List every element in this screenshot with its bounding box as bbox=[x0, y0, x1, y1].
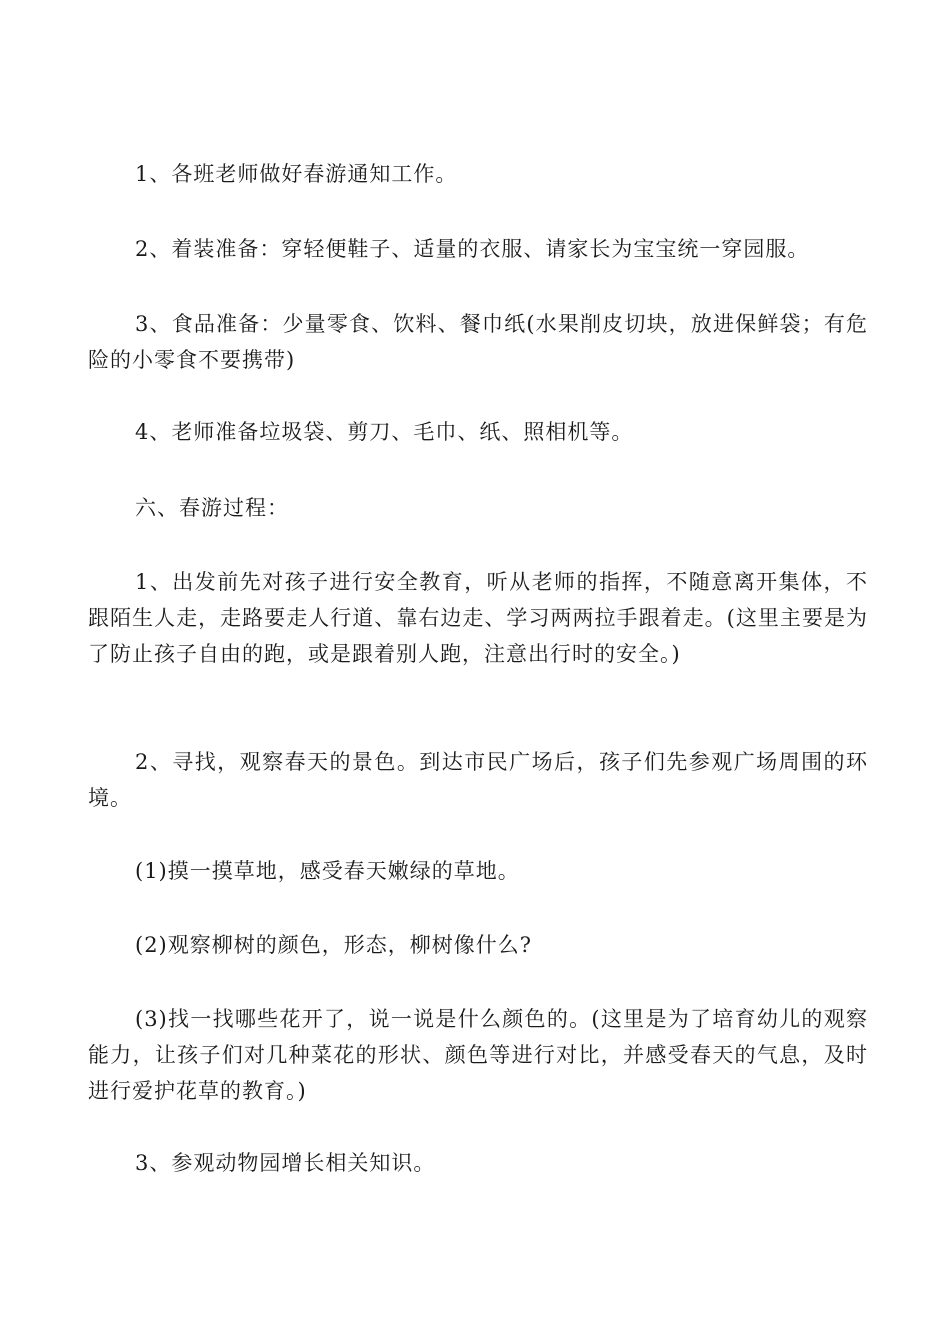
section-heading-process: 六、春游过程： bbox=[135, 496, 289, 520]
paragraph-food: 3、食品准备：少量零食、饮料、餐巾纸(水果削皮切块，放进保鲜袋；有危险的小零食不要携带) bbox=[88, 312, 868, 372]
paragraph-touch-grass: (1)摸一摸草地，感受春天嫩绿的草地。 bbox=[135, 859, 520, 883]
paragraph-notice: 1、各班老师做好春游通知工作。 bbox=[135, 162, 458, 186]
paragraph-zoo: 3、参观动物园增长相关知识。 bbox=[135, 1151, 436, 1175]
paragraph-safety: 1、出发前先对孩子进行安全教育，听从老师的指挥，不随意离开集体，不跟陌生人走，走路要走人行道、靠右边走、学习两两拉手跟着走。(这里主要是为了防止孩子自由的跑，或是跟着别人跑，注意出行时的安全。) bbox=[88, 570, 868, 666]
paragraph-clothing: 2、着装准备：穿轻便鞋子、适量的衣服、请家长为宝宝统一穿园服。 bbox=[135, 237, 810, 261]
paragraph-willow: (2)观察柳树的颜色，形态，柳树像什么? bbox=[135, 933, 533, 957]
paragraph-flowers: (3)找一找哪些花开了，说一说是什么颜色的。(这里是为了培育幼儿的观察能力，让孩子们对几种菜花的形状、颜色等进行对比，并感受春天的气息，及时进行爱护花草的教育。) bbox=[88, 1007, 868, 1103]
paragraph-observe-spring: 2、寻找，观察春天的景色。到达市民广场后，孩子们先参观广场周围的环境。 bbox=[88, 750, 868, 810]
paragraph-teacher-supplies: 4、老师准备垃圾袋、剪刀、毛巾、纸、照相机等。 bbox=[135, 420, 634, 444]
